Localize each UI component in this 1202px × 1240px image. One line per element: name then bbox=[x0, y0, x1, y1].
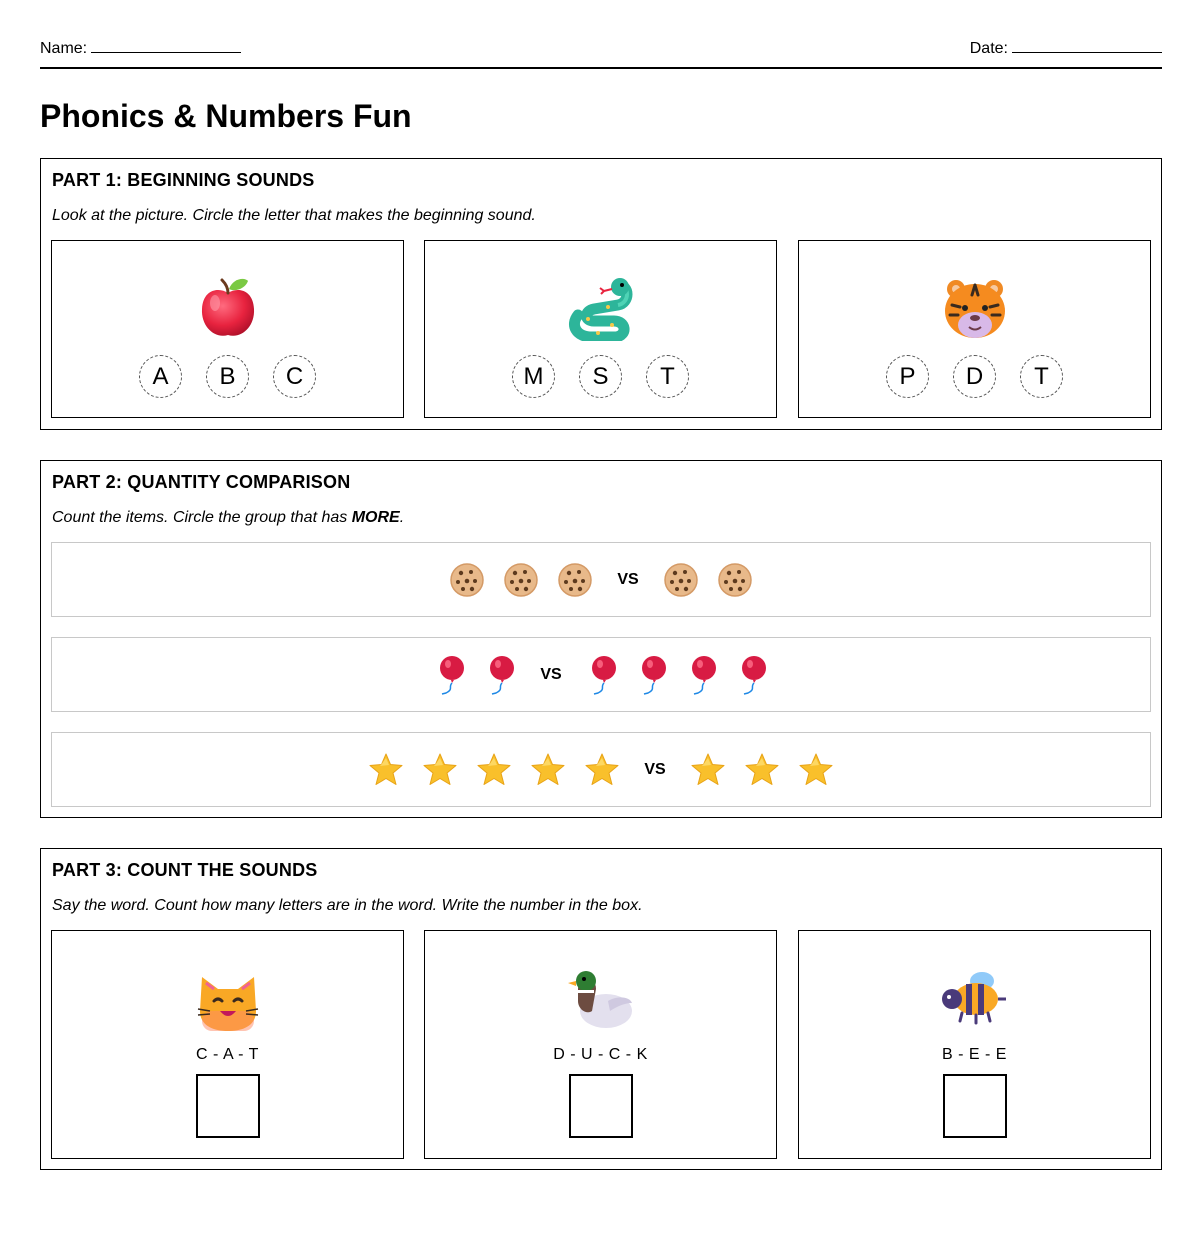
star-icon bbox=[798, 752, 834, 788]
bee-icon bbox=[799, 967, 1150, 1031]
letter-choice[interactable]: D bbox=[953, 355, 996, 398]
star-icon bbox=[422, 752, 458, 788]
part1-section bbox=[40, 158, 1162, 430]
part3-card-bee bbox=[798, 930, 1151, 1159]
vs-label: VS bbox=[617, 570, 639, 588]
comparison-row-balloons bbox=[51, 637, 1151, 712]
letter-choice[interactable]: P bbox=[886, 355, 929, 398]
part1-letter-choices bbox=[52, 355, 403, 398]
letter-choice[interactable]: T bbox=[646, 355, 689, 398]
star-icon bbox=[584, 752, 620, 788]
name-line[interactable] bbox=[91, 41, 241, 53]
part1-card-tiger bbox=[798, 240, 1151, 418]
letter-choice[interactable]: B bbox=[206, 355, 249, 398]
part3-section bbox=[40, 848, 1162, 1170]
star-icon bbox=[476, 752, 512, 788]
instruction-text-end: . bbox=[399, 509, 405, 526]
part2-heading: PART 2: QUANTITY COMPARISON bbox=[52, 472, 351, 492]
instruction-text: Count the items. Circle the group that has bbox=[52, 509, 352, 526]
part1-letter-choices bbox=[425, 355, 776, 398]
balloon-icon bbox=[736, 655, 768, 695]
worksheet-header bbox=[40, 38, 1162, 69]
star-icon bbox=[744, 752, 780, 788]
balloon-icon bbox=[434, 655, 466, 695]
spelled-word: B - E - E bbox=[942, 1046, 1007, 1063]
instruction-emphasis: MORE bbox=[351, 509, 400, 526]
balloon-icon bbox=[484, 655, 516, 695]
balloon-icon bbox=[636, 655, 668, 695]
star-icon bbox=[368, 752, 404, 788]
part2-section bbox=[40, 460, 1162, 818]
part1-card-apple bbox=[51, 240, 404, 418]
star-icon bbox=[690, 752, 726, 788]
spelled-word: C - A - T bbox=[196, 1046, 259, 1063]
spelled-word: D - U - C - K bbox=[553, 1046, 648, 1063]
cookie-icon bbox=[557, 562, 593, 598]
snake-icon bbox=[425, 275, 776, 341]
comparison-row-stars bbox=[51, 732, 1151, 807]
date-field bbox=[970, 40, 1162, 58]
duck-icon bbox=[425, 965, 776, 1031]
cookie-icon bbox=[717, 562, 753, 598]
letter-choice[interactable]: T bbox=[1020, 355, 1063, 398]
letter-choice[interactable]: M bbox=[512, 355, 555, 398]
answer-box[interactable] bbox=[943, 1074, 1007, 1138]
date-line[interactable] bbox=[1012, 41, 1162, 53]
letter-choice[interactable]: C bbox=[273, 355, 316, 398]
letter-choice[interactable]: S bbox=[579, 355, 622, 398]
part1-letter-choices bbox=[799, 355, 1150, 398]
vs-label: VS bbox=[644, 760, 666, 778]
answer-box[interactable] bbox=[196, 1074, 260, 1138]
tiger-icon bbox=[799, 275, 1150, 341]
part1-card-snake bbox=[424, 240, 777, 418]
part3-card-duck bbox=[424, 930, 777, 1159]
balloon-icon bbox=[586, 655, 618, 695]
part1-heading: PART 1: BEGINNING SOUNDS bbox=[52, 170, 315, 190]
part2-instruction bbox=[52, 509, 404, 527]
apple-icon bbox=[52, 275, 403, 341]
date-label: Date: bbox=[969, 40, 1008, 57]
part3-heading: PART 3: COUNT THE SOUNDS bbox=[52, 860, 318, 880]
vs-label: VS bbox=[540, 665, 562, 683]
comparison-row-cookies bbox=[51, 542, 1151, 617]
letter-choice[interactable]: A bbox=[139, 355, 182, 398]
balloon-icon bbox=[686, 655, 718, 695]
name-label: Name: bbox=[40, 40, 88, 57]
part1-instruction: Look at the picture. Circle the letter that makes the beginning sound. bbox=[52, 207, 536, 224]
cookie-icon bbox=[503, 562, 539, 598]
cookie-icon bbox=[449, 562, 485, 598]
name-field bbox=[40, 40, 241, 58]
star-icon bbox=[530, 752, 566, 788]
cookie-icon bbox=[663, 562, 699, 598]
answer-box[interactable] bbox=[569, 1074, 633, 1138]
part3-card-cat bbox=[51, 930, 404, 1159]
cat-icon bbox=[52, 971, 403, 1033]
page-title: Phonics & Numbers Fun bbox=[40, 98, 412, 134]
part3-instruction: Say the word. Count how many letters are in the word. Write the number in the box. bbox=[52, 897, 643, 914]
